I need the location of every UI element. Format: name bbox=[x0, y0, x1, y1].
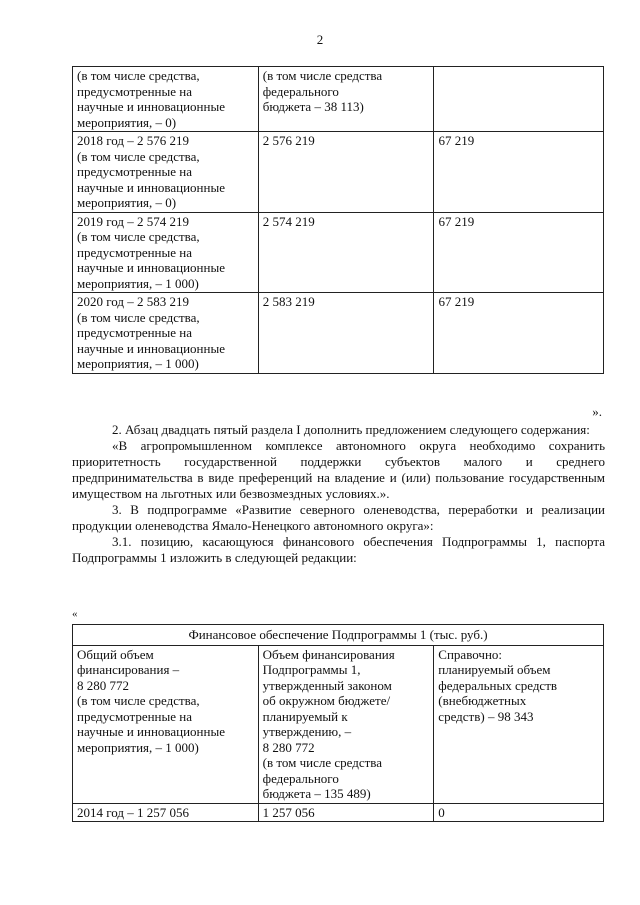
table-cell: 67 219 bbox=[438, 133, 475, 148]
closing-quote: ». bbox=[592, 404, 602, 419]
table-cell: 2 576 219 bbox=[262, 133, 315, 148]
table-row bbox=[73, 212, 604, 293]
paragraph-amendment-3: 3. В подпрограмме «Развитие северного оленеводства, переработки и реализации продукции оленеводства Ямало-Ненецкого автономного округа»: bbox=[72, 502, 605, 533]
paragraph-amendment-3-1: 3.1. позицию, касающуюся финансового обеспечения Подпрограммы 1, паспорта Подпрограммы 1 изложить в следующей редакции: bbox=[72, 534, 605, 565]
opening-quote: « bbox=[72, 608, 78, 620]
financing-table-continued bbox=[72, 66, 604, 374]
table-cell: (в том числе средства, предусмотренные на научные и инновационные мероприятия, – 0) bbox=[77, 68, 225, 130]
table-cell: 0 bbox=[438, 804, 445, 820]
table-cell: 2018 год – 2 576 219 (в том числе средства, предусмотренные на научные и инновационные мероприятия, – 0) bbox=[77, 133, 225, 210]
table-row bbox=[73, 803, 604, 822]
table-cell: 2 574 219 bbox=[262, 213, 315, 229]
table-cell: 2020 год – 2 583 219 (в том числе средства, предусмотренные на научные и инновационные мероприятия, – 1 000) bbox=[77, 294, 225, 371]
subprogram-financing-table bbox=[72, 624, 604, 822]
table-cell: 2 583 219 bbox=[262, 294, 315, 309]
table-row bbox=[73, 132, 604, 213]
paragraph-inserted-quote: «В агропромышленном комплексе автономного округа необходимо сохранить приоритетность государственной поддержки субъектов малого и среднего предпринимательства в виде преференций на владение и (или) пользование государственным имуществом на льготных или безвозмездных условиях.». bbox=[72, 438, 605, 501]
table-cell: 1 257 056 bbox=[262, 804, 315, 820]
table-row bbox=[73, 67, 604, 132]
paragraph-amendment-2: 2. Абзац двадцать пятый раздела I дополнить предложением следующего содержания: bbox=[112, 422, 590, 437]
table-cell: 67 219 bbox=[438, 294, 475, 309]
table-cell: Общий объем финансирования – 8 280 772 (в том числе средства, предусмотренные на научные и инновационные мероприятия, – 1 000) bbox=[77, 646, 225, 755]
table-row bbox=[73, 645, 604, 803]
table-cell: (в том числе средства федерального бюджета – 38 113) bbox=[262, 68, 383, 114]
table-cell: 2019 год – 2 574 219 (в том числе средства, предусмотренные на научные и инновационные мероприятия, – 1 000) bbox=[77, 213, 225, 291]
page-number: 2 bbox=[316, 32, 324, 47]
table-header-row bbox=[73, 625, 604, 646]
table-cell: 2014 год – 1 257 056 bbox=[77, 804, 189, 820]
table-header: Финансовое обеспечение Подпрограммы 1 (тыс. руб.) bbox=[188, 627, 488, 642]
body-text bbox=[72, 422, 605, 566]
table-cell: Справочно: планируемый объем федеральных средств (внебюджетных средств) – 98 343 bbox=[438, 646, 558, 724]
table-row bbox=[73, 293, 604, 374]
table-cell: Объем финансирования Подпрограммы 1, утвержденный законом об окружном бюджете/ планируемый к утверждению, – 8 280 772 (в том числе средства федерального бюджета – 135 489) bbox=[262, 646, 395, 801]
table-cell: 67 219 bbox=[438, 213, 475, 229]
